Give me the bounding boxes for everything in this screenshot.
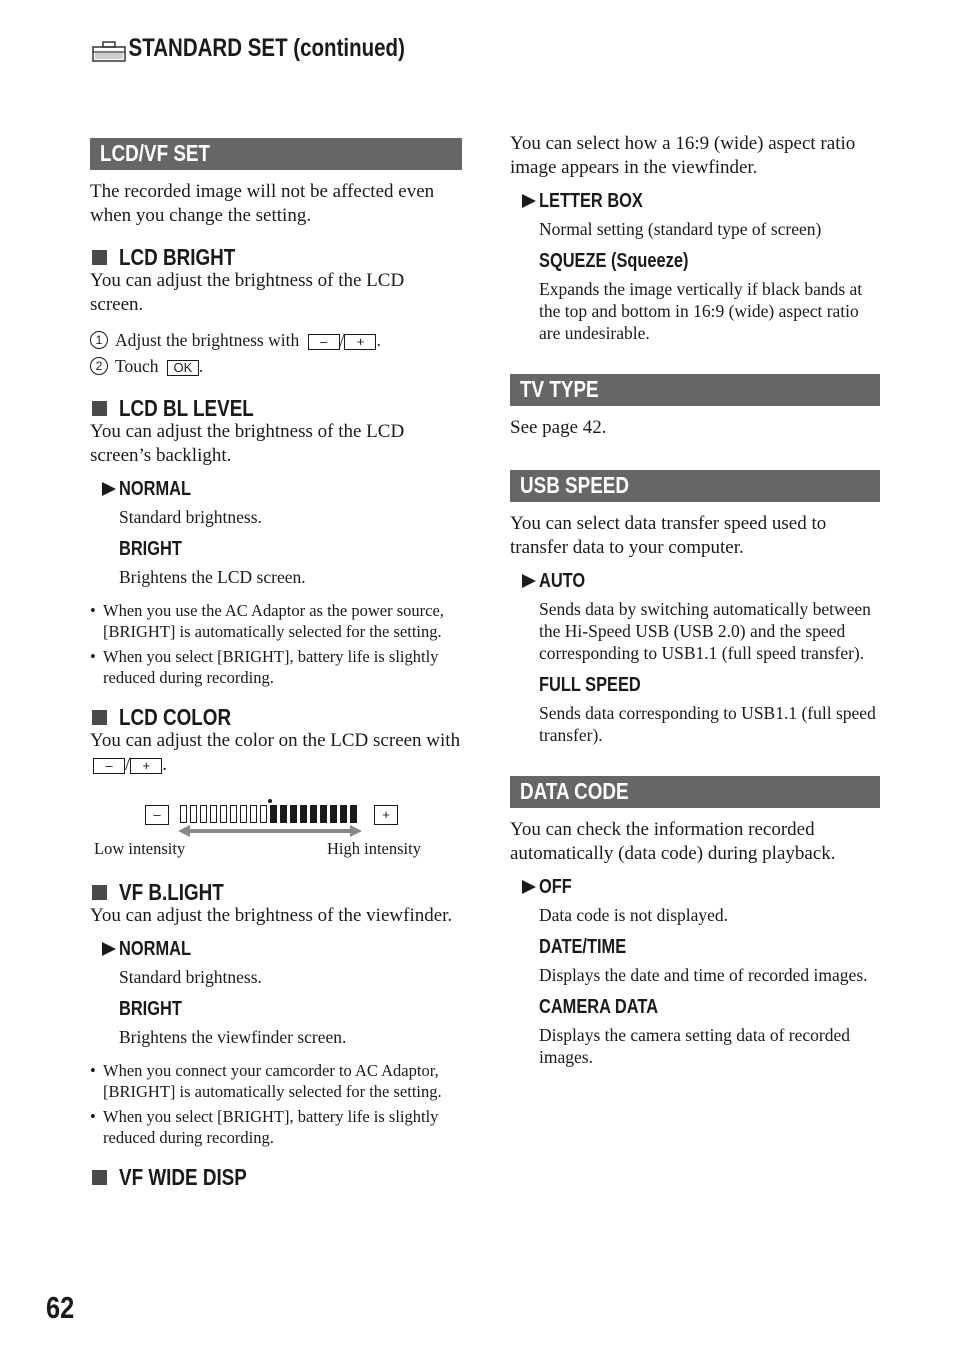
intensity-plus-button[interactable]: + <box>374 805 398 825</box>
option-auto: AUTO <box>522 570 880 596</box>
high-intensity-label: High intensity <box>327 839 421 858</box>
option-full-speed: FULL SPEED <box>539 674 641 696</box>
page-number: 62 <box>46 1290 75 1325</box>
data-code-desc: You can check the information recorded automatically (data code) during playback. <box>510 819 836 864</box>
heading-lcd-bl-level: LCD BL LEVEL <box>90 395 462 425</box>
intensity-segment <box>270 805 277 823</box>
option-squeeze-desc: Expands the image vertically if black bands at the top and bottom in 16:9 (wide) aspect ratio are undesirable. <box>539 279 863 343</box>
intensity-segment <box>180 805 187 823</box>
intensity-segment <box>290 805 297 823</box>
step-number-icon: 1 <box>90 331 108 349</box>
ok-button[interactable]: OK <box>167 360 199 376</box>
option-auto-desc: Sends data by switching automatically between the Hi-Speed USB (USB 2.0) and the speed corresponding to USB1.1 (full speed transfer). <box>539 599 871 663</box>
default-arrow-icon <box>522 574 536 588</box>
tv-type-text: See page 42. <box>510 417 607 438</box>
vf-blight-desc: You can adjust the brightness of the viewfinder. <box>90 905 453 926</box>
square-bullet-icon <box>92 885 107 900</box>
page-header <box>90 34 405 63</box>
plus-button[interactable]: + <box>344 334 376 350</box>
option-off-desc: Data code is not displayed. <box>539 905 729 925</box>
section-banner-data-code: DATA CODE <box>510 776 880 808</box>
square-bullet-icon <box>92 401 107 416</box>
intensity-segment <box>200 805 207 823</box>
minus-button[interactable]: – <box>308 334 340 350</box>
step-number-icon: 2 <box>90 357 108 375</box>
step-1: 1 Adjust the brightness with – / + . <box>90 327 462 353</box>
usb-speed-desc: You can select data transfer speed used to transfer data to your computer. <box>510 513 827 558</box>
notes-list <box>90 600 462 688</box>
plus-button[interactable]: + <box>130 758 162 774</box>
option-date-time-desc: Displays the date and time of recorded images. <box>539 965 868 985</box>
note-item: • When you connect your camcorder to AC Adaptor, [BRIGHT] is automatically selected for the setting. <box>90 1061 442 1101</box>
step-2: 2 Touch OK . <box>90 353 462 379</box>
option-normal: NORMAL <box>102 478 462 504</box>
option-bright: BRIGHT <box>119 538 182 560</box>
intensity-segment <box>330 805 337 823</box>
lcd-color-desc: You can adjust the color on the LCD screen with – / + . <box>90 730 461 775</box>
heading-lcd-bright: LCD BRIGHT <box>90 244 462 274</box>
intensity-segment <box>340 805 347 823</box>
intensity-minus-button[interactable]: – <box>145 805 169 825</box>
option-full-speed-desc: Sends data corresponding to USB1.1 (full speed transfer). <box>539 703 876 745</box>
minus-button[interactable]: – <box>93 758 125 774</box>
default-arrow-icon <box>522 194 536 208</box>
intensity-segment <box>240 805 247 823</box>
right-column <box>510 132 880 1068</box>
current-level-marker <box>268 799 272 803</box>
lcd-bright-desc: You can adjust the brightness of the LCD screen. <box>90 270 405 315</box>
notes-list <box>90 1060 462 1148</box>
intensity-segment <box>280 805 287 823</box>
note-item: • When you select [BRIGHT], battery life is slightly reduced during recording. <box>90 647 439 687</box>
square-bullet-icon <box>92 1170 107 1185</box>
option-bright-desc: Brightens the viewfinder screen. <box>119 1027 347 1047</box>
intensity-segment <box>350 805 357 823</box>
section-banner-usb-speed: USB SPEED <box>510 470 880 502</box>
low-intensity-label: Low intensity <box>94 839 186 858</box>
intensity-segment <box>210 805 217 823</box>
option-normal: NORMAL <box>102 938 462 964</box>
intensity-segment <box>300 805 307 823</box>
option-camera-data-desc: Displays the camera setting data of recorded images. <box>539 1025 850 1067</box>
intensity-segment <box>320 805 327 823</box>
option-letter-box-desc: Normal setting (standard type of screen) <box>539 219 822 239</box>
note-item: • When you use the AC Adaptor as the power source, [BRIGHT] is automatically selected for the setting. <box>90 601 444 641</box>
left-column <box>90 138 462 1194</box>
default-arrow-icon <box>522 880 536 894</box>
intensity-segment <box>250 805 257 823</box>
option-normal-desc: Standard brightness. <box>119 967 262 987</box>
intensity-segment <box>260 805 267 823</box>
lcd-bl-level-desc: You can adjust the brightness of the LCD screen’s backlight. <box>90 421 405 466</box>
option-off: OFF <box>522 876 880 902</box>
section-banner-lcd-vf-set: LCD/VF SET <box>90 138 462 170</box>
section-banner-tv-type: TV TYPE <box>510 374 880 406</box>
option-letter-box: LETTER BOX <box>522 190 880 216</box>
wide-disp-intro: You can select how a 16:9 (wide) aspect ratio image appears in the viewfinder. <box>510 133 856 178</box>
double-arrow-icon <box>178 825 362 837</box>
intensity-segment <box>190 805 197 823</box>
color-intensity-bar <box>90 797 462 867</box>
heading-vf-wide-disp: VF WIDE DISP <box>90 1164 462 1194</box>
option-camera-data: CAMERA DATA <box>539 996 659 1018</box>
intensity-segment <box>230 805 237 823</box>
intensity-segment <box>220 805 227 823</box>
default-arrow-icon <box>102 942 116 956</box>
heading-lcd-color: LCD COLOR <box>90 704 462 734</box>
option-squeeze: SQUEZE (Squeeze) <box>539 250 689 272</box>
square-bullet-icon <box>92 710 107 725</box>
square-bullet-icon <box>92 250 107 265</box>
option-bright-desc: Brightens the LCD screen. <box>119 567 306 587</box>
option-normal-desc: Standard brightness. <box>119 507 262 527</box>
lcd-vf-set-intro: The recorded image will not be affected even when you change the setting. <box>90 181 435 226</box>
note-item: • When you select [BRIGHT], battery life is slightly reduced during recording. <box>90 1107 439 1147</box>
intensity-segment <box>310 805 317 823</box>
heading-vf-blight: VF B.LIGHT <box>90 879 462 909</box>
page-title: STANDARD SET (continued) <box>128 34 405 62</box>
option-date-time: DATE/TIME <box>539 936 627 958</box>
option-bright: BRIGHT <box>119 998 182 1020</box>
default-arrow-icon <box>102 482 116 496</box>
